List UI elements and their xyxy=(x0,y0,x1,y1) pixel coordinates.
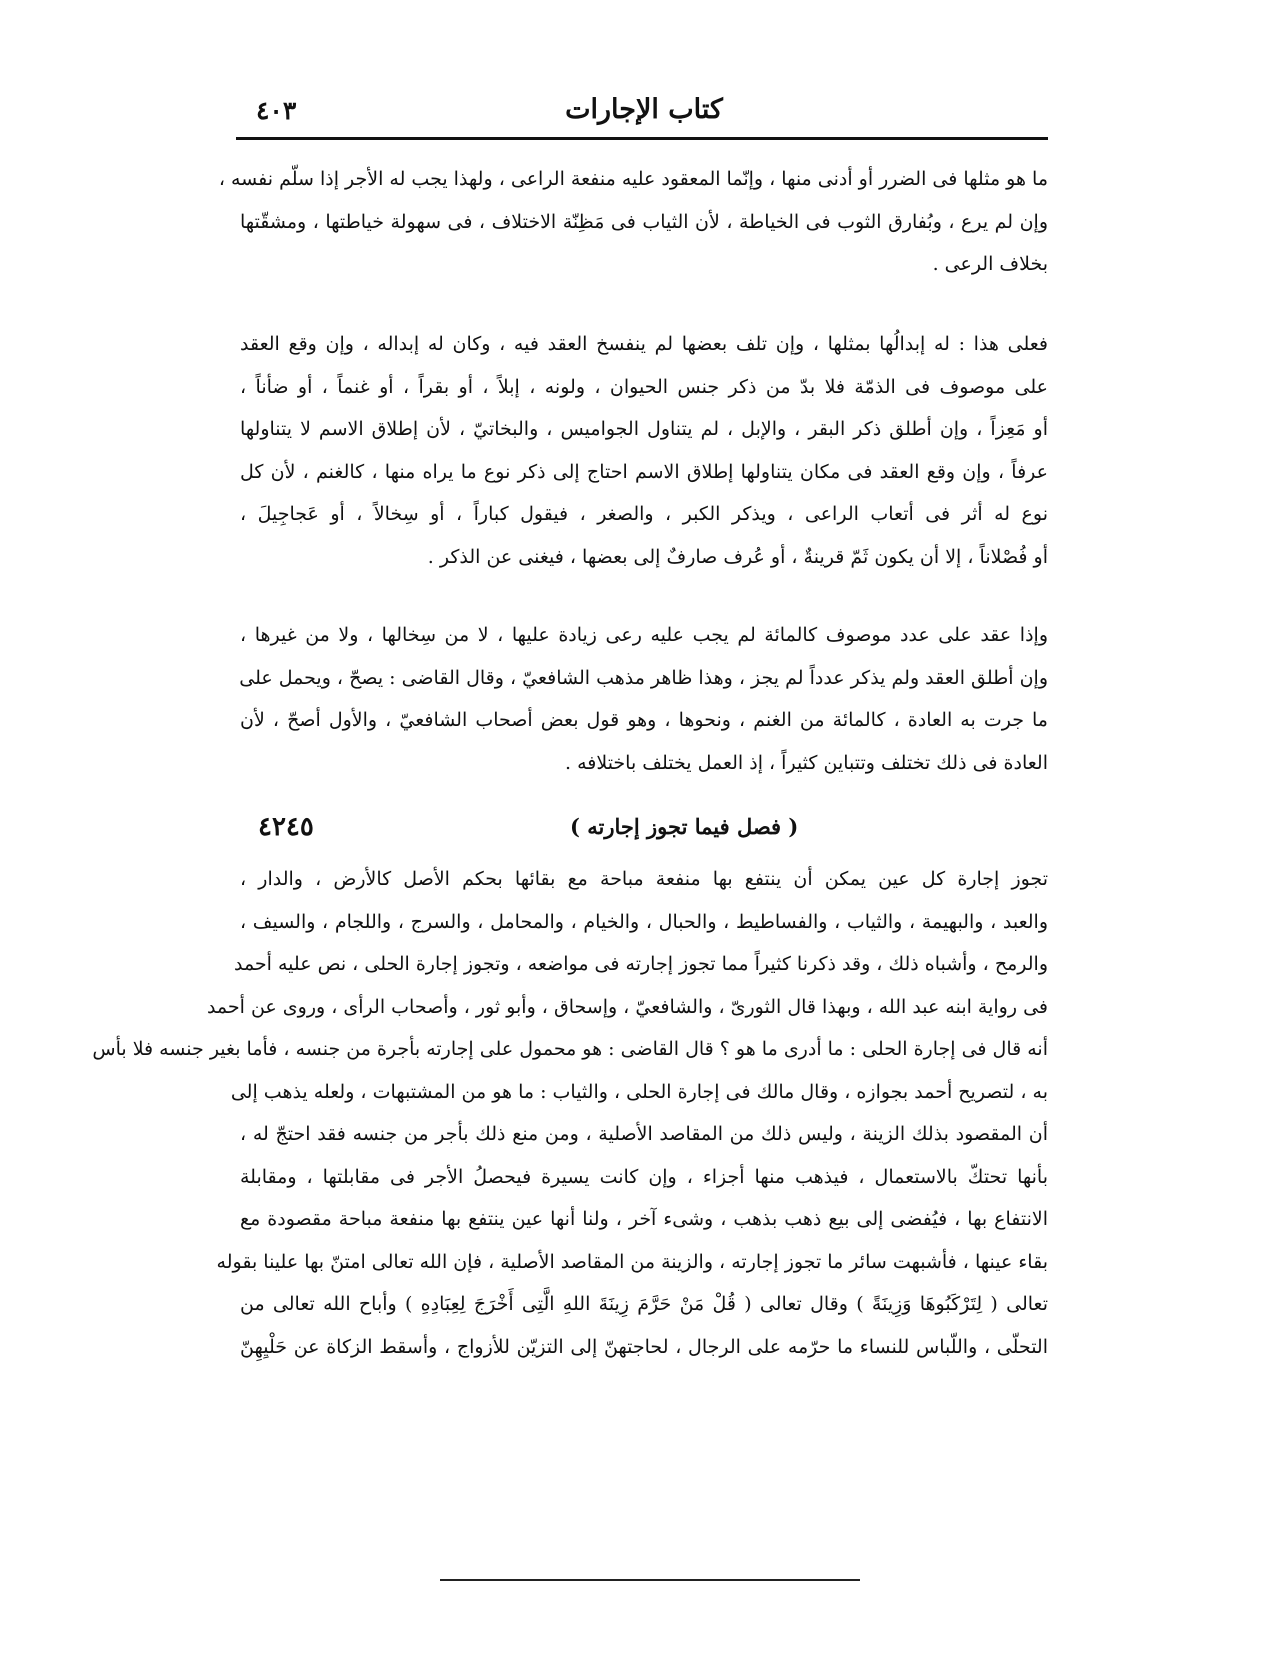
text-line: الانتفاع بها ، فيُفضى إلى بيع ذهب بذهب ، وشىء آخر ، ولنا أنها عين ينتفع بها منفعة مباحة مقصودة مع xyxy=(240,1208,1048,1230)
paragraph-1 xyxy=(218,158,1048,286)
text-line: ما جرت به العادة ، كالمائة من الغنم ، ونحوها ، وهو قول بعض أصحاب الشافعيّ ، والأول أصحّ ، لأن xyxy=(240,709,1048,731)
text-line: وإذا عقد على عدد موصوف كالمائة لم يجب عليه رعى زيادة عليها ، لا من سِخالها ، ولا من غيرها ، xyxy=(240,624,1048,646)
page-number: ٤٠٣ xyxy=(256,96,297,125)
text-line: والعبد ، والبهيمة ، والثياب ، والفساطيط ، والحبال ، والخيام ، والمحامل ، والسرج ، واللجام ، والسيف ، xyxy=(240,910,1048,933)
text-line: على موصوف فى الذمّة فلا بدّ من ذكر جنس الحيوان ، ولونه ، إبلاً ، أو بقراً ، أو غنماً ، أو ضأناً ، xyxy=(240,375,1048,398)
text-line: وإن أطلق العقد ولم يذكر عدداً لم يجز ، وهذا ظاهر مذهب الشافعيّ ، وقال القاضى : يصحّ ، ويحمل على xyxy=(239,666,1048,689)
paragraph-2 xyxy=(240,323,1048,578)
text-line: العادة فى ذلك تختلف وتتباين كثيراً ، إذ العمل يختلف باختلافه . xyxy=(565,751,1048,774)
section-number: ٤٢٤٥ xyxy=(258,812,314,842)
text-line: والرمح ، وأشباه ذلك ، وقد ذكرنا كثيراً مما تجوز إجارته فى مواضعه ، وتجوز إجارة الحلى ، نص عليه أحمد xyxy=(233,953,1048,975)
text-line: فعلى هذا : له إبدالُها بمثلها ، وإن تلف بعضها لم ينفسخ العقد فيه ، وكان له إبداله ، وإن وقع العقد xyxy=(240,333,1048,355)
book-title: كتاب الإجارات xyxy=(565,94,723,125)
paragraph-4 xyxy=(92,858,1048,1368)
text-line: أو مَعِزاً ، وإن أطلق ذكر البقر ، والإبل ، لم يتناول الجواميس ، والبخاتيّ ، لأن إطلاق الاسم لا يتناولها xyxy=(240,418,1048,440)
running-header xyxy=(240,86,1048,138)
section-title: ( فصل فيما تجوز إجارته ) xyxy=(570,814,799,839)
text-line: تعالى ( لِتَرْكَبُوهَا وَزِينَةً ) وقال تعالى ( قُلْ مَنْ حَرَّمَ زِينَةَ اللهِ الَّتِى أَخْرَجَ لِعِبَادِهِ ) وأباح الله تعالى من xyxy=(240,1293,1048,1315)
text-line: وإن لم يرع ، وبُفارق الثوب فى الخياطة ، لأن الثياب فى مَظِنّة الاختلاف ، فى سهولة خياطتها ، ومشقّتها xyxy=(240,210,1048,233)
header-rule xyxy=(236,137,1048,140)
text-line: التحلّى ، واللّباس للنساء ما حرّمه على الرجال ، لحاجتهنّ إلى التزيّن للأزواج ، وأسقط الزكاة عن حَلْيِهِنّ xyxy=(240,1335,1048,1358)
text-line: به ، لتصريح أحمد بجوازه ، وقال مالك فى إجارة الحلى ، والثياب : ما هو من المشتبهات ، ولعله يذهب إلى xyxy=(230,1080,1048,1103)
text-line: أو فُصْلاناً ، إلا أن يكون ثَمّ قرينةٌ ، أو عُرف صارفٌ إلى بعضها ، فيغنى عن الذكر . xyxy=(427,545,1048,568)
text-line: بخلاف الرعى . xyxy=(932,253,1048,275)
text-line: فى رواية ابنه عبد الله ، وبهذا قال الثورىّ ، والشافعيّ ، وإسحاق ، وأبو ثور ، وأصحاب الرأى ، وروى عن أحمد xyxy=(206,995,1048,1018)
paragraph-3 xyxy=(240,614,1048,784)
text-line: عرفاً ، وإن وقع العقد فى مكان يتناولها إطلاق الاسم احتاج إلى ذكر نوع ما يراه منها ، كالغنم ، لأن كل xyxy=(240,460,1048,483)
text-line: بقاء عينها ، فأشبهت سائر ما تجوز إجارته ، والزينة من المقاصد الأصلية ، فإن الله تعالى امتنّ بها علينا بقوله xyxy=(216,1250,1048,1273)
text-line: ما هو مثلها فى الضرر أو أدنى منها ، وإنّما المعقود عليه منفعة الراعى ، ولهذا يجب له الأجر إذا سلّم نفسه ، xyxy=(218,168,1048,190)
footer-rule xyxy=(440,1579,860,1581)
text-line: أن المقصود بذلك الزينة ، وليس ذلك من المقاصد الأصلية ، ومن منع ذلك بأجر من جنسه فقد احتجّ له ، xyxy=(240,1123,1048,1145)
section-heading xyxy=(240,810,1048,850)
text-line: أنه قال فى إجارة الحلى : ما أدرى ما هو ؟ قال القاضى : هو محمول على إجارته بأجرة من جنسه ، فأما بغير جنسه فلا بأس xyxy=(92,1038,1048,1060)
text-line: نوع له أثر فى أتعاب الراعى ، ويذكر الكبر ، والصغر ، فيقول كباراً ، أو سِخالاً ، أو عَجاجِيلَ ، xyxy=(240,503,1048,525)
text-line: بأنها تحتكّ بالاستعمال ، فيذهب منها أجزاء ، وإن كانت يسيرة فيحصلُ الأجر فى مقابلتها ، ومقابلة xyxy=(240,1165,1048,1188)
text-line: تجوز إجارة كل عين يمكن أن ينتفع بها منفعة مباحة مع بقائها بحكم الأصل كالأرض ، والدار ، xyxy=(240,868,1048,890)
